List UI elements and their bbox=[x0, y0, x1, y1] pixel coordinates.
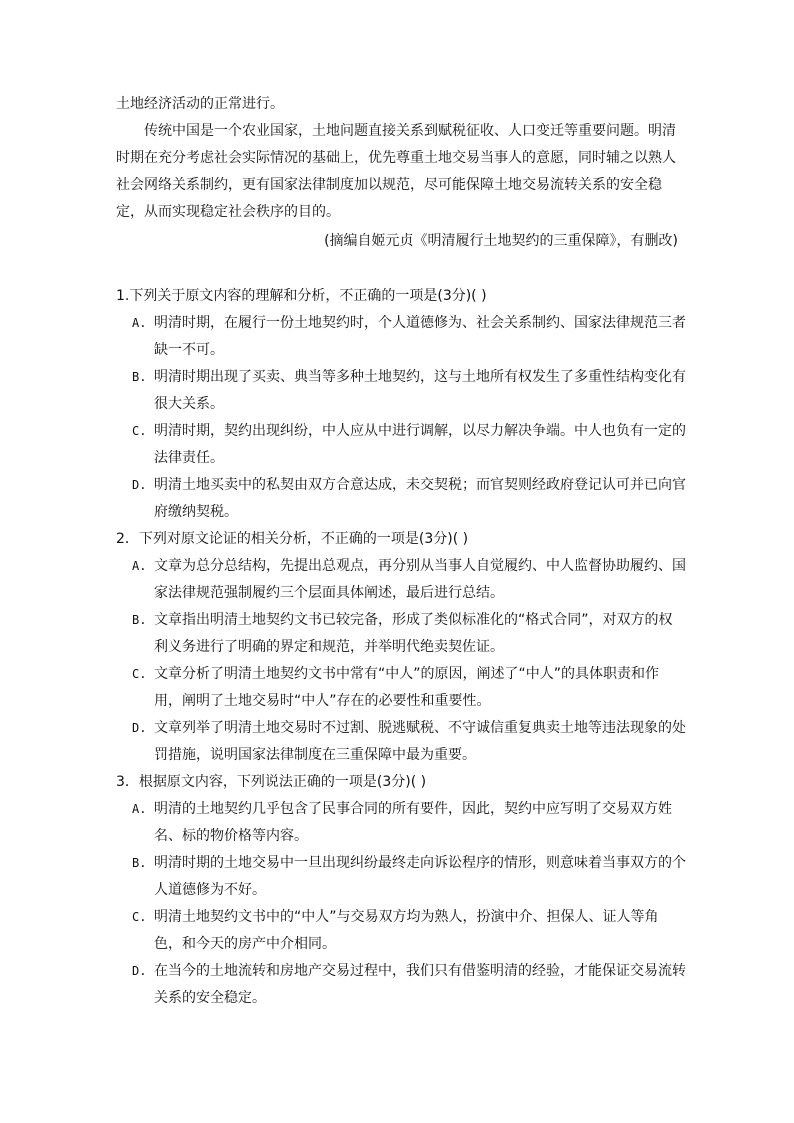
option-letter: C. bbox=[132, 424, 147, 438]
option-text: 明清时期，在履行一份土地契约时，个人道德修为、社会关系制约、国家法律规范三者缺一不可。 bbox=[154, 315, 686, 358]
option-a[interactable] bbox=[116, 310, 686, 364]
option-letter: C. bbox=[132, 910, 147, 924]
option-b[interactable] bbox=[116, 607, 686, 661]
option-letter: D. bbox=[132, 964, 147, 978]
option-letter: B. bbox=[132, 856, 147, 870]
option-d[interactable] bbox=[116, 472, 686, 526]
option-text: 明清时期的土地交易中一旦出现纠纷最终走向诉讼程序的情形，则意味着当事双方的个人道德修为不好。 bbox=[154, 855, 686, 898]
option-letter: B. bbox=[132, 613, 147, 627]
intro-line-1: 土地经济活动的正常进行。 bbox=[116, 96, 284, 112]
option-letter: A. bbox=[132, 802, 147, 816]
question-2 bbox=[116, 526, 686, 769]
option-text: 明清时期出现了买卖、典当等多种土地契约，这与土地所有权发生了多重性结构变化有很大关系。 bbox=[154, 369, 686, 412]
intro-passage bbox=[116, 91, 686, 226]
question-stem: 1.下列关于原文内容的理解和分析，不正确的一项是(3分)( ) bbox=[116, 288, 487, 304]
option-d[interactable] bbox=[116, 958, 686, 1012]
option-letter: D. bbox=[132, 721, 147, 735]
option-text: 明清土地契约文书中的“中人”与交易双方均为熟人，扮演中介、担保人、证人等角色，和今天的房产中介相同。 bbox=[154, 909, 659, 952]
option-c[interactable] bbox=[116, 661, 686, 715]
option-text: 在当今的土地流转和房地产交易过程中，我们只有借鉴明清的经验，才能保证交易流转关系的安全稳定。 bbox=[154, 963, 686, 1006]
intro-paragraph-2: 传统中国是一个农业国家，土地问题直接关系到赋税征收、人口变迁等重要问题。明清时期在充分考虑社会实际情况的基础上，优先尊重土地交易当事人的意愿，同时辅之以熟人社会网络关系制约，更有国家法律制度加以规范，尽可能保障土地交易流转关系的安全稳定，从而实现稳定社会秩序的目的。 bbox=[116, 123, 676, 220]
option-text: 文章分析了明清土地契约文书中常有“中人”的原因，阐述了“中人”的具体职责和作用，阐明了土地交易时“中人”存在的必要性和重要性。 bbox=[154, 666, 660, 709]
option-b[interactable] bbox=[116, 850, 686, 904]
question-list bbox=[116, 283, 686, 1012]
option-letter: B. bbox=[132, 370, 147, 384]
option-letter: C. bbox=[132, 667, 147, 681]
question-3 bbox=[116, 769, 686, 1012]
option-text: 明清土地买卖中的私契由双方合意达成，未交契税；而官契则经政府登记认可并已向官府缴纳契税。 bbox=[154, 477, 686, 520]
option-text: 文章为总分总结构，先提出总观点，再分别从当事人自觉履约、中人监督协助履约、国家法律规范强制履约三个层面具体阐述，最后进行总结。 bbox=[154, 558, 686, 601]
option-letter: D. bbox=[132, 478, 147, 492]
option-letter: A. bbox=[132, 559, 147, 573]
option-c[interactable] bbox=[116, 904, 686, 958]
question-stem: 2．下列对原文论证的相关分析，不正确的一项是(3分)( ) bbox=[116, 531, 469, 547]
question-1 bbox=[116, 283, 686, 526]
option-text: 明清时期，契约出现纠纷，中人应从中进行调解，以尽力解决争端。中人也负有一定的法律责任。 bbox=[154, 423, 686, 466]
option-b[interactable] bbox=[116, 364, 686, 418]
option-d[interactable] bbox=[116, 715, 686, 769]
option-text: 文章列举了明清土地交易时不过割、脱逃赋税、不守诚信重复典卖土地等违法现象的处罚措施，说明国家法律制度在三重保障中最为重要。 bbox=[154, 720, 686, 763]
question-stem: 3．根据原文内容，下列说法正确的一项是(3分)( ) bbox=[116, 774, 427, 790]
source-citation: (摘编自姬元贞《明清履行土地契约的三重保障》，有删改) bbox=[324, 233, 678, 249]
option-c[interactable] bbox=[116, 418, 686, 472]
option-letter: A. bbox=[132, 316, 147, 330]
option-text: 文章指出明清土地契约文书已较完备，形成了类似标准化的“格式合同”，对双方的权利义务进行了明确的界定和规范，并举明代绝卖契佐证。 bbox=[154, 612, 673, 655]
option-text: 明清的土地契约几乎包含了民事合同的所有要件，因此，契约中应写明了交易双方姓名、标的物价格等内容。 bbox=[154, 801, 672, 844]
option-a[interactable] bbox=[116, 553, 686, 607]
option-a[interactable] bbox=[116, 796, 686, 850]
